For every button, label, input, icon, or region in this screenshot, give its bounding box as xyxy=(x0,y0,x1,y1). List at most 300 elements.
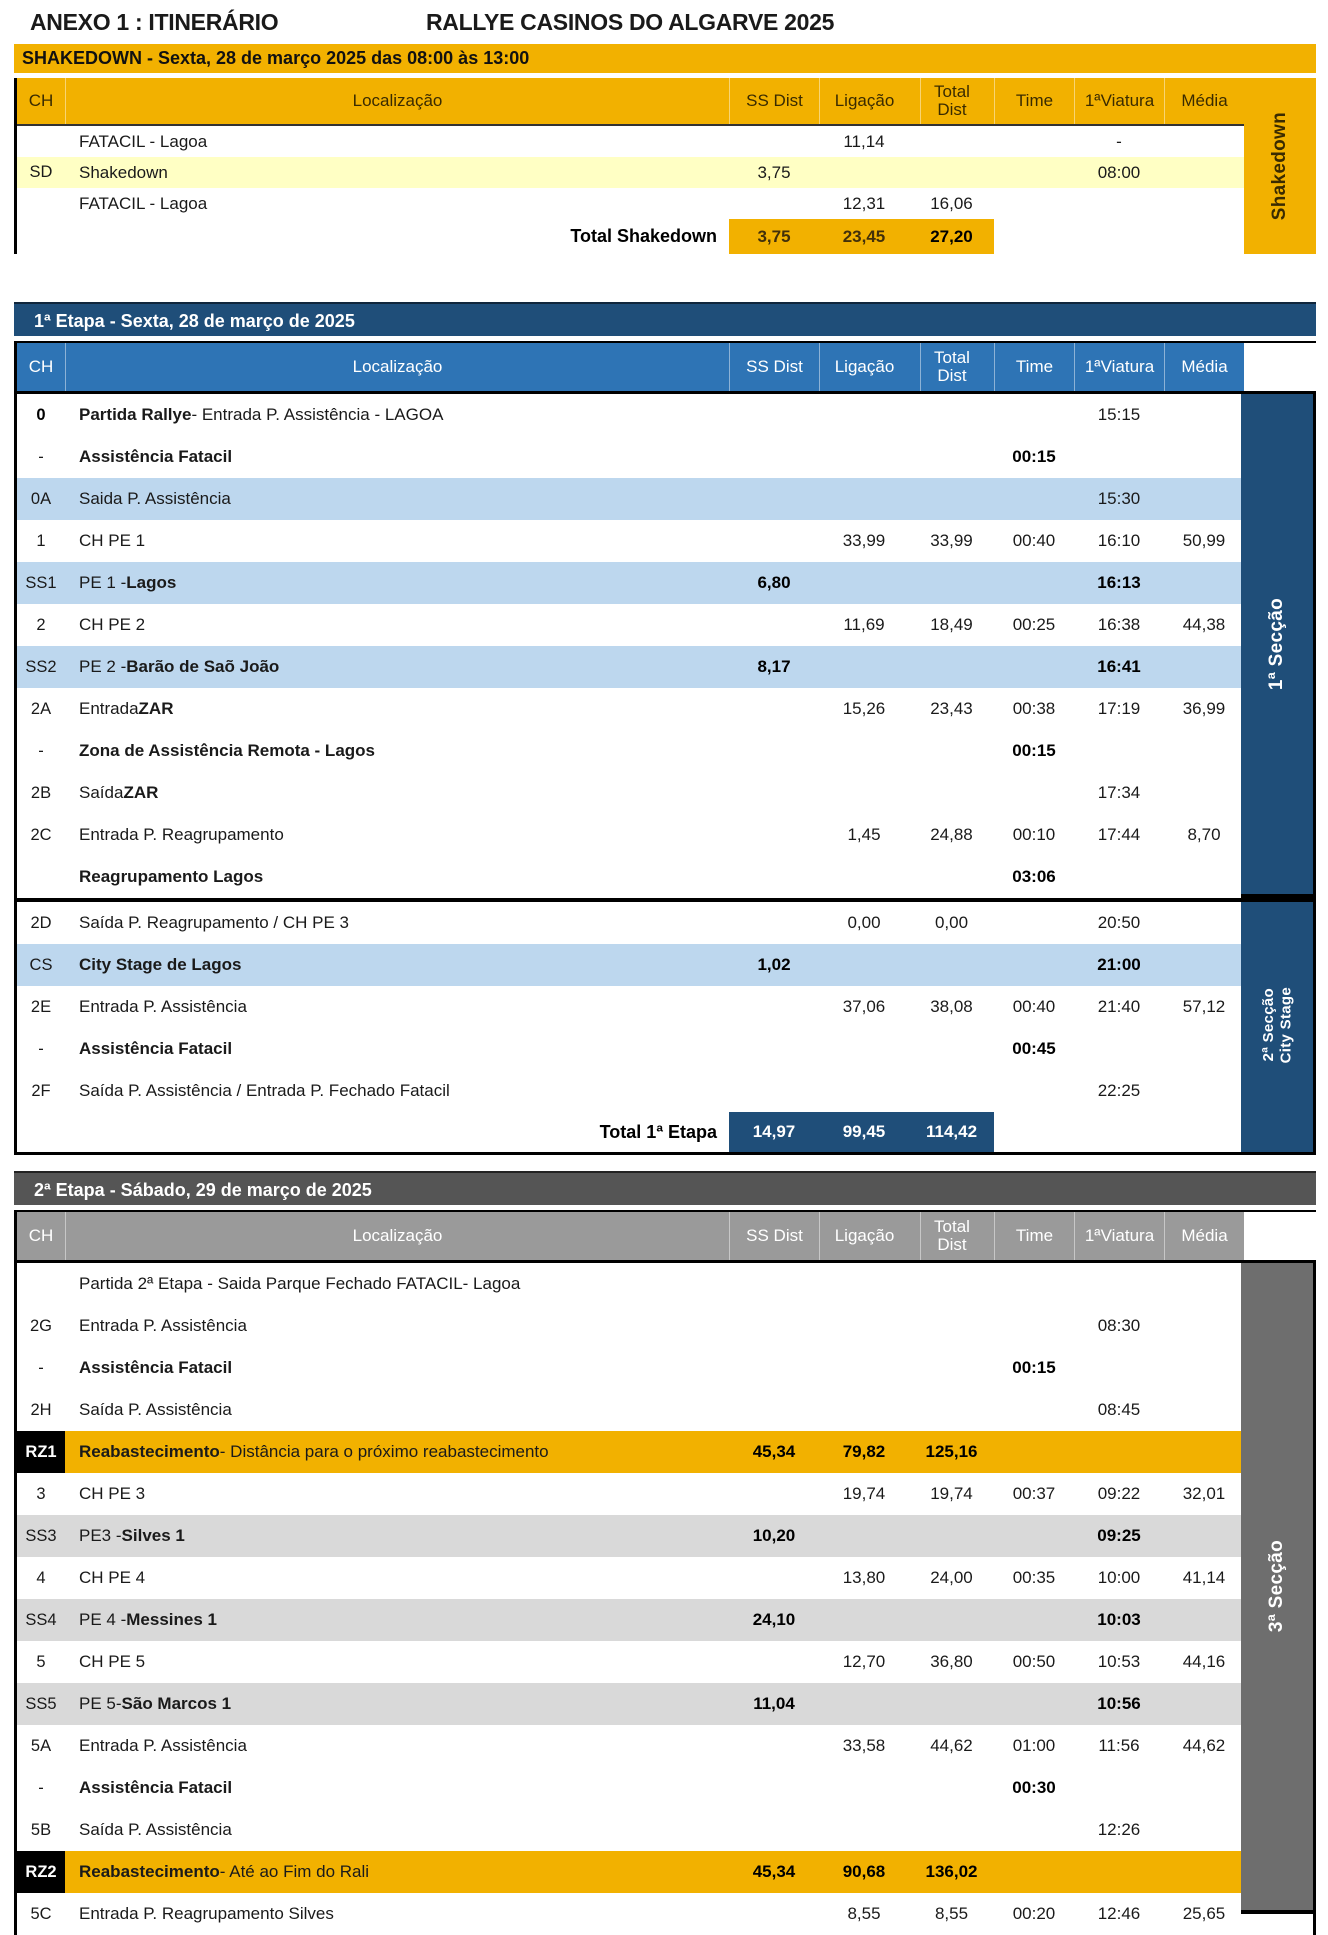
cell-time xyxy=(994,646,1074,688)
table-row xyxy=(17,856,1244,898)
cell-media xyxy=(1164,1070,1244,1112)
cell-time xyxy=(994,188,1074,219)
cell-media xyxy=(1164,188,1244,219)
cell-ss xyxy=(729,394,819,436)
cell-viat: 17:19 xyxy=(1097,699,1141,718)
total-label: Total Shakedown xyxy=(570,226,717,246)
cell-viat xyxy=(1074,1851,1164,1893)
cell-ch: 2H xyxy=(30,1400,52,1419)
loc-text-bold: Zona de Assistência Remota - Lagos xyxy=(79,741,375,760)
table-row xyxy=(17,1028,1244,1070)
cell-lig: 33,99 xyxy=(842,531,886,550)
loc-text: Saída P. Reagrupamento / CH PE 3 xyxy=(79,913,349,932)
total-label: Total 1ª Etapa xyxy=(599,1121,717,1142)
table-row xyxy=(17,604,1244,646)
loc-text-bold: Reabastecimento xyxy=(79,1442,220,1461)
column-header-total-dist: Total Dist xyxy=(920,343,983,391)
column-header-time: Time xyxy=(994,343,1074,391)
cell-tot xyxy=(909,436,994,478)
cell-localizacao xyxy=(65,1347,729,1389)
table-row xyxy=(17,1557,1244,1599)
cell-time xyxy=(994,1599,1074,1641)
cell-localizacao xyxy=(65,856,729,898)
cell-localizacao xyxy=(65,1725,729,1767)
cell-ch: - xyxy=(38,1039,44,1058)
column-header-localiza-o: Localização xyxy=(65,1212,729,1260)
cell-lig: 90,68 xyxy=(842,1862,886,1881)
table-row xyxy=(17,1599,1244,1641)
column-header-1-viatura: 1ªViatura xyxy=(1074,78,1164,124)
cell-time xyxy=(994,478,1074,520)
cell-localizacao xyxy=(65,1070,729,1112)
column-header-ss-dist: SS Dist xyxy=(729,343,819,391)
cell-time xyxy=(994,126,1074,157)
table-row xyxy=(17,436,1244,478)
cell-viat xyxy=(1074,856,1164,898)
loc-text-bold: City Stage de Lagos xyxy=(79,955,242,974)
cell-time: 00:15 xyxy=(1012,1358,1056,1377)
cell-ss xyxy=(729,1725,819,1767)
cell-media xyxy=(1164,772,1244,814)
cell-time: 00:50 xyxy=(1012,1652,1056,1671)
cell-viat: 10:53 xyxy=(1097,1652,1141,1671)
cell-viat: 20:50 xyxy=(1097,913,1141,932)
cell-media xyxy=(1164,1809,1244,1851)
cell-localizacao xyxy=(65,157,729,188)
annex-title: ANEXO 1 : ITINERÁRIO xyxy=(30,9,279,35)
loc-text: Saída P. Assistência xyxy=(79,1400,232,1419)
cell-tot xyxy=(909,562,994,604)
cell-tot: 0,00 xyxy=(934,913,969,932)
loc-text: PE 4 - xyxy=(79,1610,127,1629)
cell-localizacao xyxy=(65,1473,729,1515)
column-header-time: Time xyxy=(994,1212,1074,1260)
column-header-liga-o: Ligação xyxy=(819,343,909,391)
loc-text: - Distância para o próximo reabastecimento xyxy=(219,1442,549,1461)
loc-text: Entrada P. Assistência xyxy=(79,997,247,1016)
cell-ch: RZ1 xyxy=(17,1431,65,1473)
cell-viat: 16:41 xyxy=(1097,657,1141,676)
cell-media: 41,14 xyxy=(1182,1568,1226,1587)
column-header-ch: CH xyxy=(28,1226,54,1246)
cell-viat: 15:15 xyxy=(1097,405,1141,424)
loc-text: CH PE 3 xyxy=(79,1484,146,1503)
cell-media xyxy=(1164,944,1244,986)
table-rows xyxy=(17,126,1244,219)
cell-media xyxy=(1164,1683,1244,1725)
cell-ch: 5C xyxy=(30,1904,52,1923)
cell-ss: 45,34 xyxy=(752,1862,796,1881)
total-ligacao: 99,45 xyxy=(819,1112,909,1152)
cell-ss xyxy=(729,856,819,898)
cell-time xyxy=(994,1305,1074,1347)
column-header-ss-dist: SS Dist xyxy=(729,78,819,124)
loc-text-bold: Partida Rallye xyxy=(79,405,192,424)
cell-media xyxy=(1164,730,1244,772)
table-header xyxy=(17,1212,1244,1260)
cell-media: 8,70 xyxy=(1187,825,1221,844)
cell-ss xyxy=(729,1809,819,1851)
cell-lig xyxy=(819,1028,909,1070)
table-row xyxy=(17,520,1244,562)
loc-text: Saida P. Assistência xyxy=(79,489,231,508)
side-label-bar xyxy=(1241,1263,1316,1935)
loc-text-bold: ZAR xyxy=(138,699,174,718)
cell-localizacao xyxy=(65,1431,729,1473)
side-label-bar xyxy=(1244,78,1316,254)
cell-time xyxy=(994,394,1074,436)
total-empty xyxy=(1164,1112,1244,1152)
cell-viat: 09:22 xyxy=(1097,1484,1141,1503)
cell-viat: 08:00 xyxy=(1097,162,1141,182)
cell-localizacao xyxy=(65,1767,729,1809)
table-row xyxy=(17,1305,1244,1347)
cell-time xyxy=(994,1070,1074,1112)
cell-ss xyxy=(729,478,819,520)
section-title-etapa2: 2ª Etapa - Sábado, 29 de março de 2025 xyxy=(14,1171,1316,1205)
table-row xyxy=(17,394,1244,436)
cell-tot xyxy=(909,1683,994,1725)
cell-localizacao xyxy=(65,1641,729,1683)
loc-text-bold: Assistência Fatacil xyxy=(79,1039,233,1058)
loc-text: FATACIL - Lagoa xyxy=(79,131,208,151)
side-bar-spacer xyxy=(1241,1914,1313,1935)
cell-tot xyxy=(909,730,994,772)
cell-tot: 38,08 xyxy=(930,997,973,1016)
cell-lig xyxy=(819,562,909,604)
cell-localizacao xyxy=(65,1599,729,1641)
cell-media: 44,16 xyxy=(1182,1652,1226,1671)
table-row xyxy=(17,1347,1244,1389)
cell-ss: 45,34 xyxy=(752,1442,796,1461)
total-row xyxy=(17,1112,1244,1152)
cell-time xyxy=(994,1431,1074,1473)
table-row xyxy=(17,1515,1244,1557)
table-row xyxy=(17,1767,1244,1809)
cell-lig xyxy=(819,394,909,436)
column-header-ch: CH xyxy=(28,357,54,377)
cell-time xyxy=(994,944,1074,986)
table-row xyxy=(17,1809,1244,1851)
document-title-bar xyxy=(14,8,1316,40)
cell-ch xyxy=(17,856,65,898)
loc-text: Entrada P. Assistência xyxy=(79,1316,247,1335)
cell-localizacao xyxy=(65,1263,729,1305)
cell-lig: 11,14 xyxy=(843,131,885,151)
loc-text-bold: Reabastecimento xyxy=(79,1862,220,1881)
cell-ch: 2F xyxy=(31,1081,51,1100)
cell-tot xyxy=(909,772,994,814)
loc-text: PE 2 - xyxy=(79,657,127,676)
table-row xyxy=(17,562,1244,604)
cell-ss xyxy=(729,1070,819,1112)
cell-lig xyxy=(819,436,909,478)
cell-ch: 2A xyxy=(30,699,52,718)
cell-lig: 1,45 xyxy=(847,825,881,844)
side-label-shakedown xyxy=(1244,78,1316,254)
cell-viat: 11:56 xyxy=(1098,1736,1140,1755)
table-row xyxy=(17,1725,1244,1767)
cell-ss xyxy=(729,126,819,157)
table-row xyxy=(17,1893,1244,1935)
cell-localizacao xyxy=(65,1028,729,1070)
cell-ch: 5 xyxy=(36,1652,46,1671)
table-row xyxy=(17,1851,1244,1893)
cell-ch: SS3 xyxy=(25,1526,57,1545)
cell-localizacao xyxy=(65,188,729,219)
cell-tot: 44,62 xyxy=(930,1736,973,1755)
cell-lig: 13,80 xyxy=(842,1568,886,1587)
cell-ss xyxy=(729,1641,819,1683)
cell-ch: - xyxy=(38,1778,44,1797)
cell-time: 00:45 xyxy=(1012,1039,1056,1058)
column-header-1-viatura: 1ªViatura xyxy=(1074,343,1164,391)
cell-time xyxy=(994,1263,1074,1305)
total-empty xyxy=(994,219,1074,254)
cell-tot xyxy=(909,1809,994,1851)
cell-ss xyxy=(729,730,819,772)
cell-media: 44,38 xyxy=(1182,615,1226,634)
cell-ch: - xyxy=(38,447,44,466)
column-header-time: Time xyxy=(994,78,1074,124)
loc-text-bold: São Marcos 1 xyxy=(121,1694,232,1713)
cell-media xyxy=(1164,1389,1244,1431)
cell-lig xyxy=(819,1347,909,1389)
cell-time xyxy=(994,157,1074,188)
cell-media xyxy=(1164,646,1244,688)
cell-ss xyxy=(729,1767,819,1809)
cell-ss xyxy=(729,1893,819,1935)
loc-text: - Entrada P. Assistência - LAGOA xyxy=(191,405,444,424)
column-header-liga-o: Ligação xyxy=(819,1212,909,1260)
cell-localizacao xyxy=(65,646,729,688)
cell-tot xyxy=(909,394,994,436)
table-row xyxy=(17,730,1244,772)
cell-lig xyxy=(819,1767,909,1809)
etapa1-table xyxy=(14,341,1316,1155)
loc-text: Saída xyxy=(79,783,124,802)
cell-viat: 10:00 xyxy=(1097,1568,1141,1587)
cell-time: 00:40 xyxy=(1012,997,1056,1016)
cell-media: 57,12 xyxy=(1182,997,1226,1016)
cell-tot xyxy=(909,1263,994,1305)
loc-text-bold: ZAR xyxy=(123,783,159,802)
cell-localizacao xyxy=(65,478,729,520)
cell-ch: 1 xyxy=(36,531,46,550)
cell-ch: CS xyxy=(29,955,53,974)
cell-media xyxy=(1164,1767,1244,1809)
cell-ss xyxy=(729,1028,819,1070)
total-dist: 27,20 xyxy=(909,219,994,254)
cell-tot: 125,16 xyxy=(925,1442,978,1461)
cell-time: 03:06 xyxy=(1012,867,1056,886)
loc-text: PE3 - xyxy=(79,1526,122,1545)
cell-localizacao xyxy=(65,730,729,772)
etapa2-table xyxy=(14,1210,1316,1935)
table-row xyxy=(17,646,1244,688)
loc-text: Shakedown xyxy=(79,162,168,182)
cell-tot xyxy=(909,1515,994,1557)
cell-lig xyxy=(819,1305,909,1347)
cell-ss xyxy=(729,902,819,944)
cell-ch: SS5 xyxy=(25,1694,57,1713)
cell-ss: 3,75 xyxy=(757,162,791,182)
cell-lig: 37,06 xyxy=(842,997,886,1016)
cell-viat: - xyxy=(1116,131,1122,151)
cell-time: 00:35 xyxy=(1012,1568,1056,1587)
cell-time xyxy=(994,1809,1074,1851)
table-rows xyxy=(17,394,1244,1112)
cell-localizacao xyxy=(65,688,729,730)
cell-time xyxy=(994,562,1074,604)
cell-viat xyxy=(1074,436,1164,478)
cell-ss xyxy=(729,1263,819,1305)
cell-media xyxy=(1164,1263,1244,1305)
cell-tot xyxy=(909,1767,994,1809)
cell-ch: 2 xyxy=(36,615,46,634)
cell-ch: 2G xyxy=(29,1316,52,1335)
table-row xyxy=(17,814,1244,856)
cell-localizacao xyxy=(65,394,729,436)
loc-text: - Até ao Fim do Rali xyxy=(219,1862,370,1881)
cell-localizacao xyxy=(65,126,729,157)
cell-media xyxy=(1164,1599,1244,1641)
cell-localizacao xyxy=(65,604,729,646)
cell-localizacao xyxy=(65,436,729,478)
loc-text: CH PE 4 xyxy=(79,1568,146,1587)
cell-localizacao xyxy=(65,772,729,814)
column-header-1-viatura: 1ªViatura xyxy=(1074,1212,1164,1260)
table-row xyxy=(17,1641,1244,1683)
column-header-m-dia: Média xyxy=(1164,343,1244,391)
table-row xyxy=(17,944,1244,986)
table-row xyxy=(17,478,1244,520)
cell-media xyxy=(1164,478,1244,520)
cell-ch: - xyxy=(38,1358,44,1377)
cell-lig xyxy=(819,1515,909,1557)
side-label-text: 1ª Secção xyxy=(1266,597,1288,691)
table-header xyxy=(17,78,1244,126)
cell-lig: 11,69 xyxy=(843,615,885,634)
cell-viat: 10:03 xyxy=(1097,1610,1141,1629)
table-row xyxy=(17,688,1244,730)
cell-tot xyxy=(909,646,994,688)
total-empty xyxy=(994,1112,1074,1152)
cell-time xyxy=(994,1683,1074,1725)
total-row xyxy=(17,219,1244,254)
cell-viat xyxy=(1074,1767,1164,1809)
loc-text: Entrada xyxy=(79,699,139,718)
loc-text: Entrada P. Assistência xyxy=(79,1736,247,1755)
total-ligacao: 23,45 xyxy=(819,219,909,254)
cell-lig xyxy=(819,1070,909,1112)
cell-ss: 8,17 xyxy=(757,657,791,676)
loc-text: Partida 2ª Etapa - Saida Parque Fechado FATACIL- Lagoa xyxy=(79,1274,521,1293)
cell-ch: 2C xyxy=(30,825,52,844)
loc-text-bold: Silves 1 xyxy=(121,1526,185,1545)
table-row xyxy=(17,772,1244,814)
cell-localizacao xyxy=(65,1389,729,1431)
section-title-shakedown: SHAKEDOWN - Sexta, 28 de março 2025 das 08:00 às 13:00 xyxy=(14,44,1316,73)
table-row xyxy=(17,1070,1244,1112)
table-header xyxy=(17,343,1244,391)
side-label-1-sec-o xyxy=(1241,394,1313,898)
cell-lig: 8,55 xyxy=(847,1904,881,1923)
cell-lig: 0,00 xyxy=(847,913,881,932)
cell-ss xyxy=(729,986,819,1028)
cell-viat: 17:34 xyxy=(1097,783,1141,802)
cell-tot: 16,06 xyxy=(930,193,973,213)
loc-text-bold: Messines 1 xyxy=(126,1610,217,1629)
total-ss-dist: 3,75 xyxy=(729,219,819,254)
cell-viat: 09:25 xyxy=(1097,1526,1141,1545)
cell-media: 36,99 xyxy=(1182,699,1226,718)
cell-ss xyxy=(729,188,819,219)
cell-tot xyxy=(909,1599,994,1641)
table-row xyxy=(17,986,1244,1028)
loc-text: PE 1 - xyxy=(79,573,127,592)
loc-text: FATACIL - Lagoa xyxy=(79,193,208,213)
side-label-text: 3ª Secção xyxy=(1266,1540,1288,1633)
side-label-bar xyxy=(1241,394,1316,1152)
table-row xyxy=(17,1683,1244,1725)
cell-viat xyxy=(1074,188,1164,219)
cell-ss: 24,10 xyxy=(752,1610,796,1629)
cell-ch: 4 xyxy=(36,1568,46,1587)
section-etapa1 xyxy=(14,302,1316,1155)
cell-ss xyxy=(729,1305,819,1347)
section-title-etapa1: 1ª Etapa - Sexta, 28 de março de 2025 xyxy=(14,302,1316,336)
column-header-ss-dist: SS Dist xyxy=(729,1212,819,1260)
side-label-2-sec-o-city-stage xyxy=(1241,898,1313,1152)
cell-lig xyxy=(819,157,909,188)
cell-ch xyxy=(17,126,65,157)
cell-viat: 08:45 xyxy=(1097,1400,1141,1419)
cell-time: 00:38 xyxy=(1012,699,1056,718)
table-row xyxy=(17,1431,1244,1473)
cell-time: 00:37 xyxy=(1012,1484,1056,1503)
cell-media xyxy=(1164,1305,1244,1347)
cell-tot xyxy=(909,1389,994,1431)
column-header-liga-o: Ligação xyxy=(819,78,909,124)
cell-viat: 10:56 xyxy=(1097,1694,1141,1713)
loc-text-bold: Reagrupamento Lagos xyxy=(79,867,264,886)
cell-viat: 16:10 xyxy=(1097,531,1141,550)
cell-media xyxy=(1164,157,1244,188)
cell-time xyxy=(994,772,1074,814)
loc-text: CH PE 5 xyxy=(79,1652,146,1671)
cell-ss: 1,02 xyxy=(757,955,791,974)
cell-ss xyxy=(729,1347,819,1389)
cell-media: 32,01 xyxy=(1182,1484,1226,1503)
cell-viat: 22:25 xyxy=(1097,1081,1141,1100)
cell-viat: 16:13 xyxy=(1097,573,1141,592)
cell-ss xyxy=(729,814,819,856)
cell-viat: 17:44 xyxy=(1097,825,1141,844)
cell-time: 00:30 xyxy=(1012,1778,1056,1797)
cell-lig xyxy=(819,730,909,772)
section-divider xyxy=(17,898,1316,902)
section-etapa2 xyxy=(14,1171,1316,1935)
cell-viat: 21:00 xyxy=(1097,955,1141,974)
cell-tot xyxy=(909,1305,994,1347)
cell-viat: 16:38 xyxy=(1097,615,1141,634)
cell-localizacao xyxy=(65,944,729,986)
cell-ch: 0A xyxy=(30,489,52,508)
side-label-text: Shakedown xyxy=(1269,111,1291,221)
loc-text: CH PE 2 xyxy=(79,615,146,634)
cell-localizacao xyxy=(65,1683,729,1725)
